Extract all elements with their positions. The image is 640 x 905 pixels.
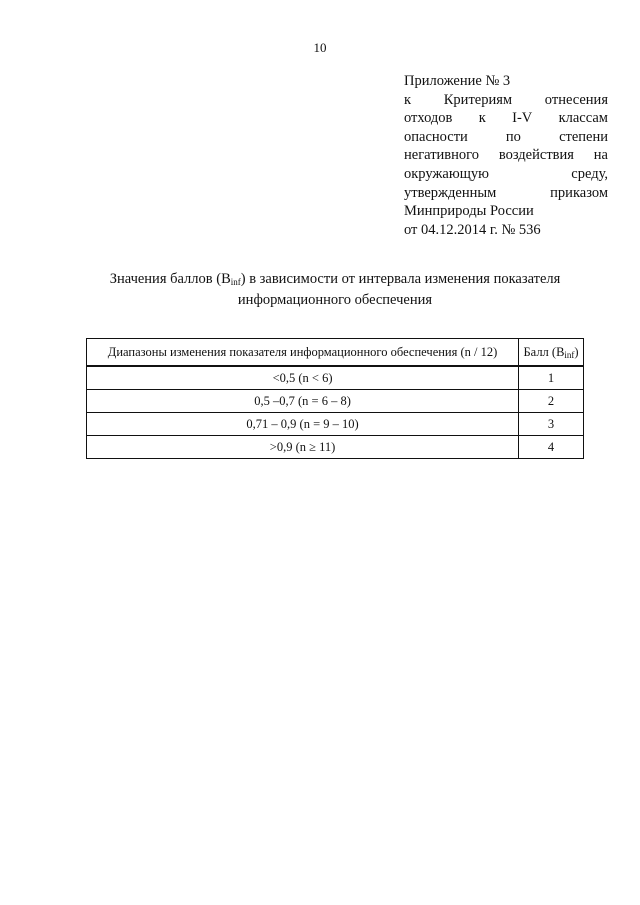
appendix-word: опасности: [404, 128, 468, 145]
table-row: [87, 413, 584, 436]
appendix-word: к: [404, 91, 412, 108]
score-cell: 4: [519, 436, 584, 459]
appendix-line-9: от 04.12.2014 г. № 536: [404, 221, 541, 238]
title-text-part-2: ) в зависимости от интервала изменения показателя: [240, 271, 561, 287]
header-score: [519, 339, 584, 367]
header-score-suffix: ): [574, 344, 579, 359]
appendix-word: утвержденным: [404, 184, 497, 201]
table-row: [87, 390, 584, 413]
header-range: Диапазоны изменения показателя информационного обеспечения (n / 12): [87, 339, 519, 367]
appendix-word: отнесения: [544, 91, 608, 108]
score-cell: 1: [519, 366, 584, 390]
appendix-line-5: [404, 146, 608, 165]
range-cell: 0,5 –0,7 (n = 6 – 8): [87, 390, 519, 413]
appendix-word: I-V: [512, 110, 533, 127]
appendix-word: отходов: [404, 110, 453, 127]
appendix-line-4: [404, 128, 608, 147]
range-cell: >0,9 (n ≥ 11): [87, 436, 519, 459]
appendix-line-1: Приложение № 3: [404, 73, 511, 89]
title-subscript: inf: [230, 277, 241, 287]
appendix-word: воздействия: [498, 147, 574, 164]
document-title: [60, 270, 610, 309]
header-score-prefix: Балл (B: [523, 344, 565, 359]
range-cell: <0,5 (n < 6): [87, 366, 519, 390]
appendix-word: степени: [559, 128, 608, 145]
title-text-part-1: Значения баллов (B: [109, 271, 231, 287]
appendix-line-7: [404, 184, 608, 203]
appendix-word: классам: [558, 110, 608, 127]
title-line-1: [60, 270, 610, 291]
scores-table: [86, 338, 584, 459]
range-cell: 0,71 – 0,9 (n = 9 – 10): [87, 413, 519, 436]
appendix-line-8: Минприроды России: [404, 203, 534, 220]
table-row: [87, 366, 584, 390]
appendix-word: негативного: [404, 147, 479, 164]
appendix-word: по: [505, 128, 521, 145]
appendix-header: [404, 72, 608, 239]
appendix-line-3: [404, 109, 608, 128]
table-header-row: [87, 339, 584, 367]
header-score-subscript: inf: [564, 349, 575, 360]
appendix-word: на: [593, 147, 608, 164]
page-number: 10: [313, 40, 327, 55]
score-cell: 2: [519, 390, 584, 413]
appendix-word: приказом: [550, 184, 608, 201]
table-row: [87, 436, 584, 459]
score-cell: 3: [519, 413, 584, 436]
appendix-word: к: [478, 110, 486, 127]
appendix-line-2: [404, 91, 608, 110]
appendix-word: окружающую: [404, 165, 489, 182]
title-line-2: информационного обеспечения: [237, 292, 433, 308]
appendix-word: среду,: [571, 165, 608, 182]
appendix-line-6: [404, 165, 608, 184]
appendix-word: Критериям: [443, 91, 513, 108]
